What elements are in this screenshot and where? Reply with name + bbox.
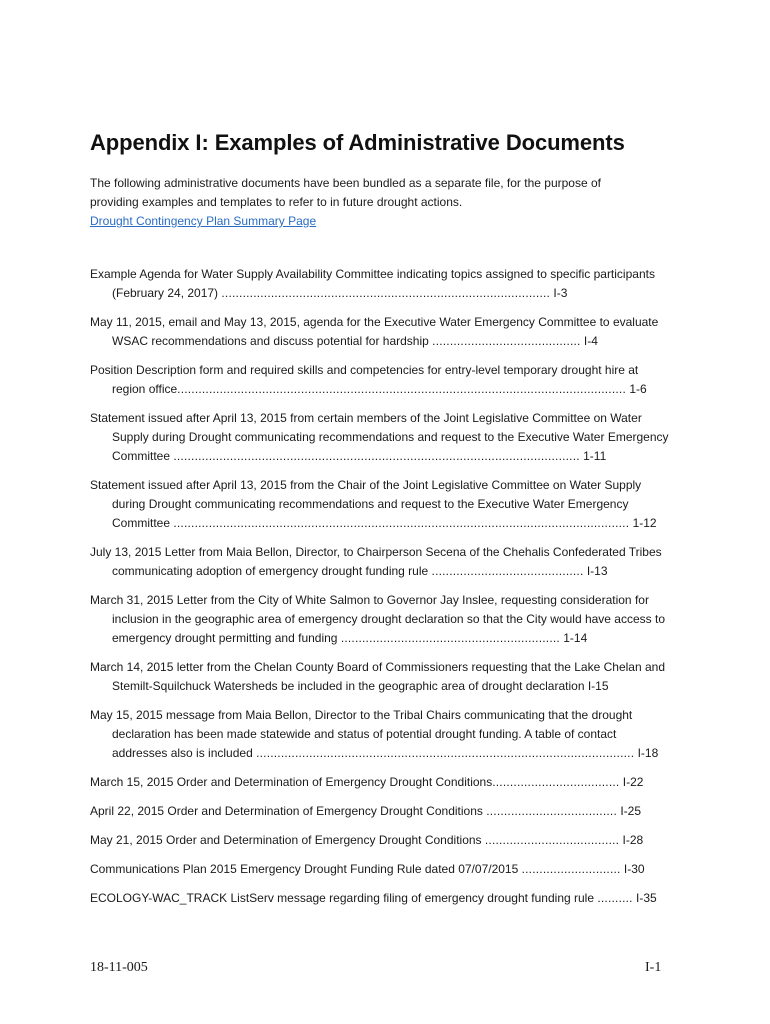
toc-leader-dots: ............................ [521, 862, 621, 876]
toc-entry[interactable] [90, 265, 670, 303]
toc-page-number: I-25 [616, 804, 641, 818]
toc-leader-dots: ............................................................................................. [221, 286, 551, 300]
intro-paragraph [90, 174, 650, 231]
toc-page-number: I-22 [619, 775, 644, 789]
footer-page-number: I-1 [645, 960, 662, 975]
toc-page-number: I-28 [619, 833, 644, 847]
toc-entry[interactable] [90, 802, 670, 821]
toc-entry-text: Statement issued after April 13, 2015 from certain members of the Joint Legislative Committee on Water Supply during Drought communicating recommendations and request to the Executive Water Emergency Committee [90, 411, 669, 463]
toc-entry[interactable] [90, 543, 670, 581]
toc-leader-dots: .......... [597, 891, 633, 905]
toc-entry-text: May 21, 2015 Order and Determination of Emergency Drought Conditions [90, 833, 485, 847]
page-title: Appendix I: Examples of Administrative Documents [90, 130, 625, 155]
toc-leader-dots: ................................................................................................................................. [173, 516, 630, 530]
toc-page-number: I-30 [620, 862, 645, 876]
toc-entry-text: April 22, 2015 Order and Determination of Emergency Drought Conditions [90, 804, 487, 818]
toc-entry[interactable] [90, 591, 670, 648]
toc-leader-dots: ..................................... [486, 804, 617, 818]
toc-entry[interactable] [90, 476, 670, 533]
toc-entry-text: Statement issued after April 13, 2015 from the Chair of the Joint Legislative Committee on Water Supply during Drought communicating recommendations and request to the Executive Water Emergency Committee [90, 478, 642, 530]
toc-entry-text: May 15, 2015 message from Maia Bellon, Director to the Tribal Chairs communicating that the drought declaration has been made statewide and status of potential drought funding. A table of contact addresses also is included [90, 708, 633, 760]
toc-page-number: 1-11 [579, 449, 607, 463]
toc-page-number: I-13 [583, 564, 608, 578]
toc-entry-text: Example Agenda for Water Supply Availability Committee indicating topics assigned to specific participants (February 24, 2017) [90, 267, 655, 300]
table-of-contents [90, 265, 670, 918]
toc-leader-dots: .................................... [492, 775, 620, 789]
toc-entry[interactable] [90, 860, 670, 879]
toc-leader-dots: .............................................................. [340, 631, 560, 645]
toc-entry[interactable] [90, 409, 670, 466]
toc-entry[interactable] [90, 831, 670, 850]
toc-leader-dots: ........................................... [431, 564, 584, 578]
toc-leader-dots: .......................................... [432, 334, 581, 348]
toc-entry-text: Position Description form and required skills and competencies for entry-level temporary drought hire at region office [90, 363, 639, 396]
toc-entry[interactable] [90, 658, 670, 696]
toc-leader-dots: ........................................................................................................... [256, 746, 635, 760]
toc-entry[interactable] [90, 773, 670, 792]
intro-text: The following administrative documents have been bundled as a separate file, for the purpose of providing examples and templates to refer to in future drought actions. [90, 176, 601, 209]
toc-entry[interactable] [90, 313, 670, 351]
toc-page-number: 1-14 [559, 631, 588, 645]
toc-page-number: I-4 [580, 334, 598, 348]
toc-entry[interactable] [90, 706, 670, 763]
toc-page-number: I-15 [587, 679, 609, 693]
footer-document-number: 18-11-005 [90, 960, 148, 975]
toc-entry-text: March 31, 2015 Letter from the City of White Salmon to Governor Jay Inslee, requesting consideration for inclusion in the geographic area of emergency drought declaration so that the City would have access to emergency drought permitting and funding [90, 593, 665, 645]
toc-leader-dots: ............................................................................................................................... [177, 382, 626, 396]
toc-entry-text: March 15, 2015 Order and Determination of Emergency Drought Conditions [90, 775, 493, 789]
toc-entry[interactable] [90, 361, 670, 399]
toc-page-number: I-3 [550, 286, 568, 300]
toc-leader-dots: ................................................................................................................... [173, 449, 580, 463]
toc-page-number: 1-12 [629, 516, 657, 530]
toc-page-number: 1-6 [625, 382, 647, 396]
toc-entry-text: March 14, 2015 letter from the Chelan County Board of Commissioners requesting that the Lake Chelan and Stemilt-Squilchuck Watersheds be included in the geographic area of drought declaration [90, 660, 665, 693]
toc-entry-text: July 13, 2015 Letter from Maia Bellon, Director, to Chairperson Secena of the Chehalis Confederated Tribes communicating adoption of emergency drought funding rule [90, 545, 662, 578]
toc-leader-dots: ...................................... [484, 833, 620, 847]
drought-contingency-plan-link[interactable]: Drought Contingency Plan Summary Page [90, 214, 317, 228]
toc-page-number: I-18 [634, 746, 659, 760]
toc-page-number: I-35 [632, 891, 657, 905]
toc-entry-text: Communications Plan 2015 Emergency Drought Funding Rule dated 07/07/2015 [90, 862, 522, 876]
toc-entry-text: ECOLOGY-WAC_TRACK ListServ message regarding filing of emergency drought funding rule [90, 891, 598, 905]
toc-entry[interactable] [90, 889, 670, 908]
toc-entry-text: May 11, 2015, email and May 13, 2015, agenda for the Executive Water Emergency Committee to evaluate WSAC recommendations and discuss potential for hardship [90, 315, 659, 348]
